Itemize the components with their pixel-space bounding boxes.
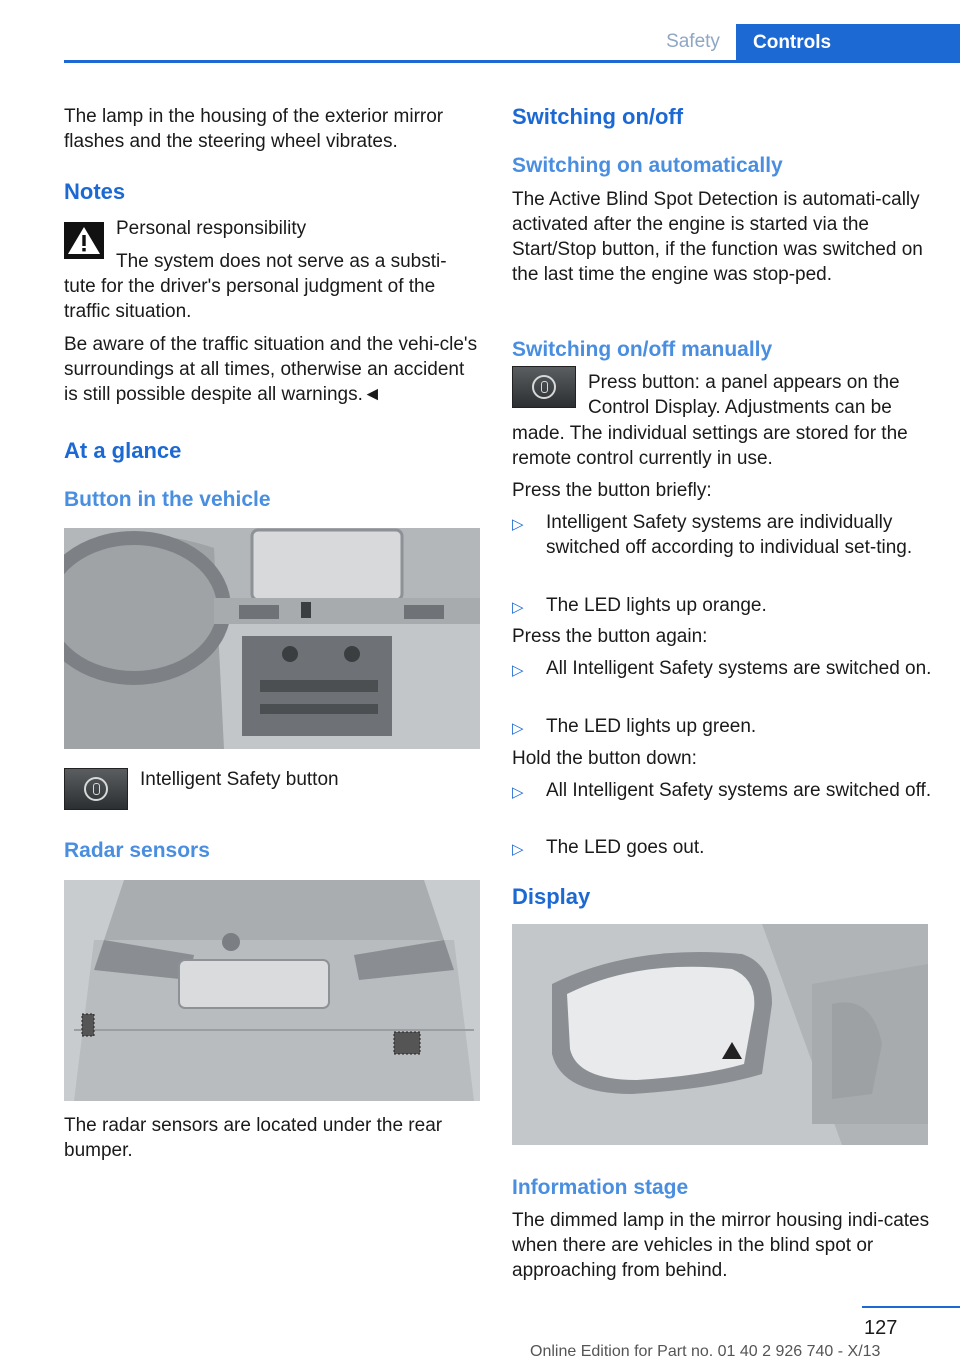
bullet-icon: ▷ xyxy=(512,516,524,533)
manual-heading: Switching on/off manually xyxy=(512,338,773,361)
footer-edition: Online Edition for Part no. 01 40 2 926 740 - X/13 xyxy=(530,1343,881,1360)
mirror-image xyxy=(512,924,928,1145)
radar-heading: Radar sensors xyxy=(64,839,210,862)
bullet-icon: ▷ xyxy=(512,784,524,801)
list-item: The LED lights up orange. xyxy=(546,595,767,616)
info-text: The dimmed lamp in the mirror housing indi‐cates when there are vehicles in the blind spot or approaching from behind. xyxy=(512,1210,930,1281)
bullet-icon: ▷ xyxy=(512,662,524,679)
page-number: 127 xyxy=(864,1317,898,1339)
manual-text-cont: made. The individual settings are stored for the remote control currently in use. xyxy=(512,423,908,469)
warning-title: Personal responsibility xyxy=(116,218,307,239)
at-a-glance-heading: At a glance xyxy=(64,438,182,463)
radar-text: The radar sensors are located under the rear bumper. xyxy=(64,1115,443,1161)
warning-line1: The system does not serve as a substi‐ xyxy=(116,251,447,272)
auto-text: The Active Blind Spot Detection is automati‐cally activated after the engine is started via the Start/Stop button, if the function was switched on the last time the engine was stop‐ped. xyxy=(512,189,923,285)
warning-text: tute for the driver's personal judgment of the traffic situation. xyxy=(64,276,436,322)
hold-label: Hold the button down: xyxy=(512,748,697,769)
list-item: The LED goes out. xyxy=(546,837,705,858)
list-item: All Intelligent Safety systems are switched on. xyxy=(546,658,932,679)
switching-heading: Switching on/off xyxy=(512,104,684,129)
bullet-icon: ▷ xyxy=(512,720,524,737)
again-label: Press the button again: xyxy=(512,626,708,647)
info-heading: Information stage xyxy=(512,1176,689,1199)
intelligent-safety-button-icon xyxy=(512,366,576,408)
footer-rule xyxy=(862,1306,960,1308)
rear-vehicle-image xyxy=(64,880,480,1101)
tab-safety[interactable]: Safety xyxy=(666,31,720,52)
warning-paragraph: Be aware of the traffic situation and the vehi‐cle's surroundings at all times, otherwise an accident is still possible despite all warnings.◄ xyxy=(64,334,478,405)
button-heading: Button in the vehicle xyxy=(64,488,271,511)
list-item: The LED lights up green. xyxy=(546,716,757,737)
display-heading: Display xyxy=(512,884,591,909)
bullet-icon: ▷ xyxy=(512,841,524,858)
intelligent-safety-button-icon xyxy=(64,768,128,810)
dashboard-image xyxy=(64,528,480,749)
brief-label: Press the button briefly: xyxy=(512,480,712,501)
warning-icon xyxy=(64,222,104,259)
list-item: Intelligent Safety systems are individually switched off according to individual set‐ting. xyxy=(546,512,913,558)
bullet-icon: ▷ xyxy=(512,599,524,616)
manual-text: Press button: a panel appears on the Control Display. Adjustments can be xyxy=(588,372,900,418)
intro-paragraph: The lamp in the housing of the exterior mirror flashes and the steering wheel vibrates. xyxy=(64,106,444,152)
tab-controls[interactable]: Controls xyxy=(736,24,960,62)
notes-heading: Notes xyxy=(64,179,126,204)
auto-heading: Switching on automatically xyxy=(512,154,783,177)
list-item: All Intelligent Safety systems are switched off. xyxy=(546,780,932,801)
button-caption: Intelligent Safety button xyxy=(140,769,339,790)
header-rule xyxy=(64,60,960,63)
